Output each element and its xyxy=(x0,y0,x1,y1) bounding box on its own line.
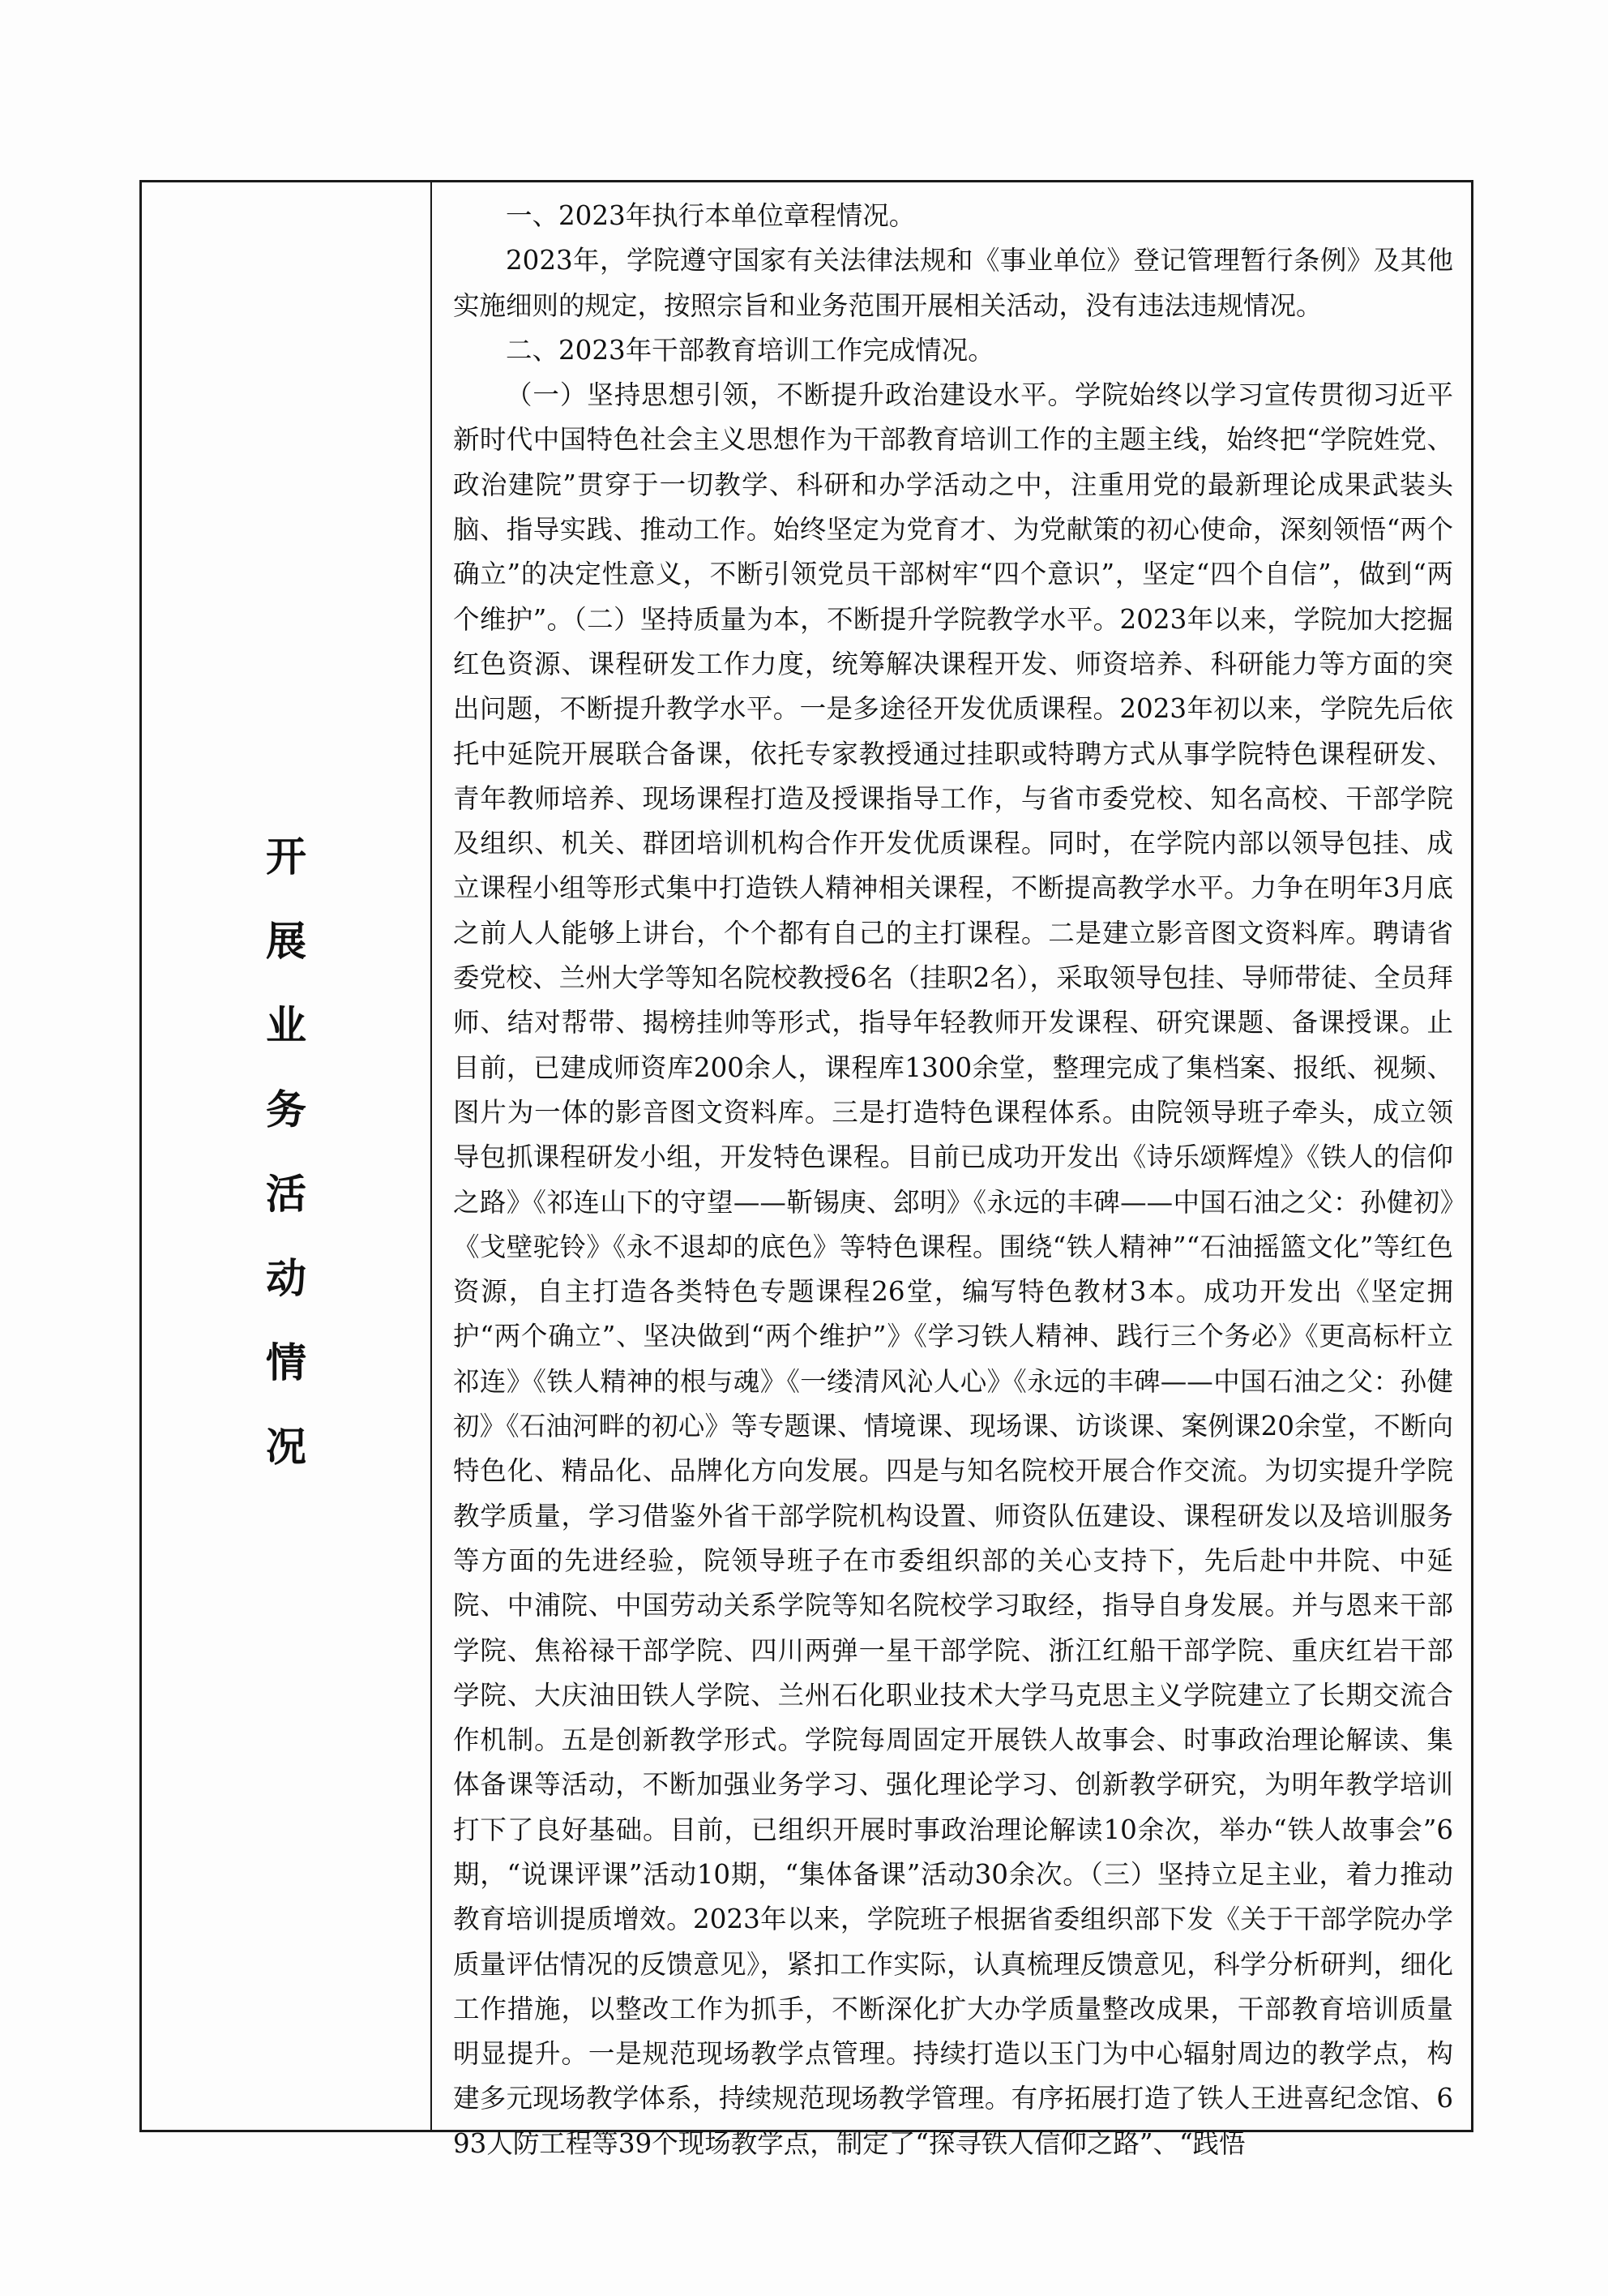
row-label-char: 开 xyxy=(266,833,306,880)
row-label-char: 务 xyxy=(266,1086,306,1133)
section-heading-training: 二、2023年干部教育培训工作完成情况。 xyxy=(506,334,994,366)
row-label-cell xyxy=(142,182,432,2130)
row-content-cell xyxy=(432,182,1471,2159)
paragraph-charter: 2023年，学院遵守国家有关法律法规和《事业单位》登记管理暂行条例》及其他实施细则的规定，按照宗旨和业务范围开展相关活动，没有违法违规情况。 xyxy=(453,245,1453,321)
row-label-char: 活 xyxy=(266,1170,306,1218)
section-heading-charter: 一、2023年执行本单位章程情况。 xyxy=(506,200,916,231)
paragraph-training: （一）坚持思想引领，不断提升政治建设水平。学院始终以学习宣传贯彻习近平新时代中国特色社会主义思想作为干部教育培训工作的主题主线，始终把“学院姓党、政治建院”贯穿于一切教学、科研和办学活动之中，注重用党的最新理论成果武装头脑、指导实践、推动工作。始终坚定为党育才、为党献策的初心使命，深刻领悟“两个确立”的决定性意义，不断引领党员干部树牢“四个意识”，坚定“四个自信”，做到“两个维护”。（二）坚持质量为本，不断提升学院教学水平。2023年以来，学院加大挖掘红色资源、课程研发工作力度，统筹解决课程开发、师资培养、科研能力等方面的突出问题，不断提升教学水平。一是多途径开发优质课程。2023年初以来，学院先后依托中延院开展联合备课，依托专家教授通过挂职或特聘方式从事学院特色课程研发、青年教师培养、现场课程打造及授课指导工作，与省市委党校、知名高校、干部学院及组织、机关、群团培训机构合作开发优质课程。同时，在学院内部以领导包挂、成立课程小组等形式集中打造铁人精神相关课程，不断提高教学水平。力争在明年3月底之前人人能够上讲台，个个都有自己的主打课程。二是建立影音图文资料库。聘请省委党校、兰州大学等知名院校教授6名（挂职2名），采取领导包挂、导师带徒、全员拜师、结对帮带、揭榜挂帅等形式，指导年轻教师开发课程、研究课题、备课授课。止目前，已建成师资库200余人，课程库1300余堂，整理完成了集档案、报纸、视频、图片为一体的影音图文资料库。三是打造特色课程体系。由院领导班子牵头，成立领导包抓课程研发小组，开发特色课程。目前已成功开发出《诗乐颂辉煌》《铁人的信仰之路》《祁连山下的守望——靳锡庚、郐明》《永远的丰碑——中国石油之父：孙健初》《戈壁驼铃》《永不退却的底色》等特色课程。围绕“铁人精神”“石油摇篮文化”等红色资源，自主打造各类特色专题课程26堂，编写特色教材3本。成功开发出《坚定拥护“两个确立”、坚决做到“两个维护”》《学习铁人精神、践行三个务必》《更高标杆立祁连》《铁人精神的根与魂》《一缕清风沁人心》《永远的丰碑——中国石油之父：孙健初》《石油河畔的初心》等专题课、情境课、现场课、访谈课、案例课20余堂，不断向特色化、精品化、品牌化方向发展。四是与知名院校开展合作交流。为切实提升学院教学质量，学习借鉴外省干部学院机构设置、师资队伍建设、课程研发以及培训服务等方面的先进经验，院领导班子在市委组织部的关心支持下，先后赴中井院、中延院、中浦院、中国劳动关系学院等知名院校学习取经，指导自身发展。并与恩来干部学院、焦裕禄干部学院、四川两弹一星干部学院、浙江红船干部学院、重庆红岩干部学院、大庆油田铁人学院、兰州石化职业技术大学马克思主义学院建立了长期交流合作机制。五是创新教学形式。学院每周固定开展铁人故事会、时事政治理论解读、集体备课等活动，不断加强业务学习、强化理论学习、创新教学研究，为明年教学培训打下了良好基础。目前，已组织开展时事政治理论解读10余次，举办“铁人故事会”6期，“说课评课”活动10期，“集体备课”活动30余次。（三）坚持立足主业，着力推动教育培训提质增效。2023年以来，学院班子根据省委组织部下发《关于干部学院办学质量评估情况的反馈意见》，紧扣工作实际，认真梳理反馈意见，科学分析研判，细化工作措施，以整改工作为抓手，不断深化扩大办学质量整改成果，干部教育培训质量明显提升。一是规范现场教学点管理。持续打造以玉门为中心辐射周边的教学点，构建多元现场教学体系，持续规范现场教学管理。有序拓展打造了铁人王进喜纪念馆、693人防工程等39个现场教学点，制定了“探寻铁人信仰之路”、“践悟 xyxy=(453,379,1453,2159)
row-label-char: 况 xyxy=(266,1423,306,1471)
row-label-char: 展 xyxy=(266,917,306,965)
row-label-char: 动 xyxy=(266,1254,306,1302)
form-table xyxy=(139,180,1473,2159)
row-label-char: 情 xyxy=(266,1339,306,1386)
row-label xyxy=(142,815,430,1489)
row-label-char: 业 xyxy=(266,1001,306,1049)
